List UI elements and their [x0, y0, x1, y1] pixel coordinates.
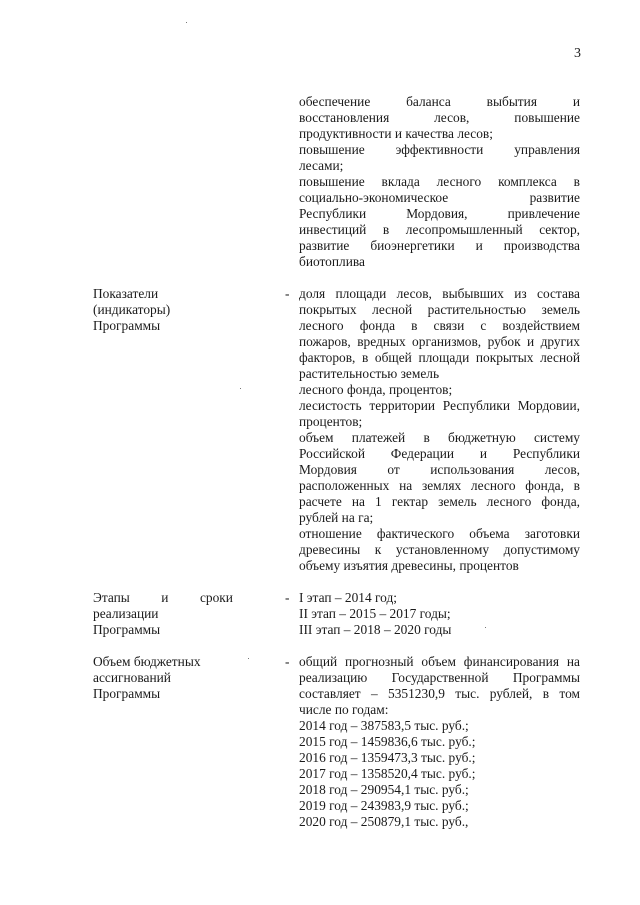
stages-dash: - [285, 590, 290, 605]
indicators-line: объем платежей в бюджетную систему [299, 430, 580, 445]
budget-line: составляет – 5351230,9 тыс. рублей, в том [299, 686, 580, 701]
indicators-line: расчете на 1 гектар земель лесного фонда, [299, 494, 580, 509]
goals-line: социально-экономическое развитие [299, 190, 580, 205]
indicators-line: лесного фонда в связи с воздействием [299, 318, 580, 333]
stages-line: II этап – 2015 – 2017 годы; [299, 606, 451, 621]
indicators-line: лесистость территории Республики Мордовии, [299, 398, 580, 413]
budget-year-line: 2015 год – 1459836,6 тыс. руб.; [299, 734, 476, 749]
stages-label-word: Этапы [93, 590, 130, 605]
indicators-line: отношение фактического объема заготовки [299, 526, 580, 541]
indicators-line: рублей на га; [299, 510, 374, 525]
goals-line: обеспечение баланса выбытия и [299, 94, 580, 109]
stages-label-word: сроки [199, 590, 233, 605]
indicators-line: покрытых лесной растительностью земель [299, 302, 580, 317]
stages-line: I этап – 2014 год; [299, 590, 398, 605]
budget-dash: - [285, 654, 290, 669]
indicators-line: пожаров, вредных организмов, рубок и других [299, 334, 580, 349]
page-number: 3 [574, 46, 581, 61]
indicators-dash: - [285, 286, 290, 301]
indicators-line: Российской Федерации и Республики [299, 446, 580, 461]
indicators-line: древесины к установленному допустимому [299, 542, 580, 557]
goals-line: инвестиций в лесопромышленный сектор, [299, 222, 580, 237]
stages-label-line: реализации [93, 606, 159, 621]
budget-year-line: 2019 год – 243983,9 тыс. руб.; [299, 798, 469, 813]
goals-line: Республики Мордовия, привлечение [299, 206, 580, 221]
indicators-line: Мордовия от использования лесов, [299, 462, 580, 477]
budget-year-line: 2016 год – 1359473,3 тыс. руб.; [299, 750, 476, 765]
indicators-label-line: Программы [93, 318, 161, 333]
stages-label-line [93, 590, 233, 606]
goals-line: повышение вклада лесного комплекса в [299, 174, 580, 189]
budget-label-line: ассигнований [93, 670, 171, 685]
goals-line: восстановления лесов, повышение [299, 110, 580, 125]
goals-line: биотоплива [299, 254, 365, 269]
indicators-line: процентов; [299, 414, 363, 429]
goals-line: развитие биоэнергетики и производства [299, 238, 580, 253]
budget-year-line: 2014 год – 387583,5 тыс. руб.; [299, 718, 469, 733]
indicators-line: доля площади лесов, выбывших из состава [299, 286, 580, 301]
scan-speck [240, 388, 241, 389]
budget-label-line: Программы [93, 686, 161, 701]
stages-line: III этап – 2018 – 2020 годы [299, 622, 452, 637]
goals-line: повышение эффективности управления [299, 142, 580, 157]
indicators-line: лесного фонда, процентов; [299, 382, 453, 397]
scan-speck [248, 658, 249, 659]
indicators-line: растительностью земель [299, 366, 440, 381]
budget-line: числе по годам: [299, 702, 389, 717]
budget-line: общий прогнозный объем финансирования на [299, 654, 580, 669]
indicators-label-line: Показатели [93, 286, 159, 301]
scan-speck [186, 22, 187, 23]
scan-speck [485, 627, 486, 628]
budget-label-line: Объем бюджетных [93, 654, 201, 669]
budget-year-line: 2017 год – 1358520,4 тыс. руб.; [299, 766, 476, 781]
goals-line: продуктивности и качества лесов; [299, 126, 493, 141]
budget-year-line: 2018 год – 290954,1 тыс. руб.; [299, 782, 469, 797]
stages-label-line: Программы [93, 622, 161, 637]
indicators-line: расположенных на землях лесного фонда, в [299, 478, 580, 493]
indicators-label-line: (индикаторы) [93, 302, 171, 317]
goals-line: лесами; [299, 158, 344, 173]
indicators-line: факторов, в общей площади покрытых лесной [299, 350, 580, 365]
indicators-line: объему изъятия древесины, процентов [299, 558, 519, 573]
budget-year-line: 2020 год – 250879,1 тыс. руб., [299, 814, 469, 829]
stages-label-word: и [161, 590, 169, 605]
budget-line: реализацию Государственной Программы [299, 670, 580, 685]
